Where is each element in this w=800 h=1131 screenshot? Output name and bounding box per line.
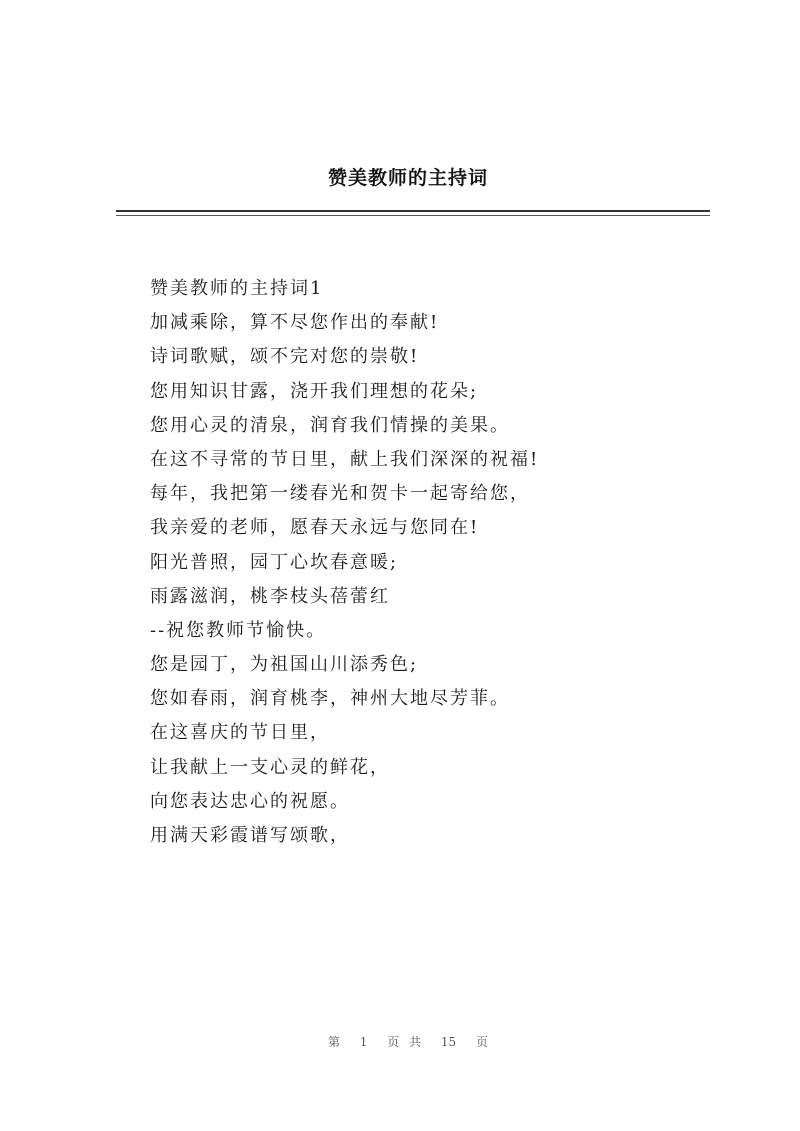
body-line: 让我献上一支心灵的鲜花， xyxy=(150,756,390,778)
body-line: 您用心灵的清泉，润育我们情操的美果。 xyxy=(150,414,510,436)
body-line: 向您表达忠心的祝愿。 xyxy=(150,790,350,812)
document-body xyxy=(150,272,710,853)
body-line: 在这不寻常的节日里，献上我们深深的祝福! xyxy=(150,448,540,470)
footer-label-of: 页 共 xyxy=(387,1035,422,1049)
document-title: 赞美教师的主持词 xyxy=(327,167,488,189)
page-footer xyxy=(0,1033,800,1050)
body-line: 诗词歌赋，颂不完对您的崇敬! xyxy=(150,346,420,368)
body-line: 赞美教师的主持词1 xyxy=(150,278,324,299)
body-line: 在这喜庆的节日里， xyxy=(150,722,330,744)
body-line: 阳光普照，园丁心坎春意暖; xyxy=(150,551,399,573)
footer-label-page: 第 xyxy=(327,1035,340,1049)
body-line: --祝您教师节愉快。 xyxy=(150,619,327,641)
body-line: 雨露滋润，桃李枝头蓓蕾红 xyxy=(150,585,390,607)
title-divider xyxy=(116,210,710,212)
footer-current-page: 1 xyxy=(359,1035,368,1049)
body-line: 您用知识甘露，浇开我们理想的花朵; xyxy=(150,380,479,402)
body-line: 我亲爱的老师，愿春天永远与您同在! xyxy=(150,517,480,539)
footer-label-pages: 页 xyxy=(476,1035,489,1049)
body-line: 每年，我把第一缕春光和贺卡一起寄给您， xyxy=(150,483,530,505)
body-line: 加减乘除，算不尽您作出的奉献! xyxy=(150,312,440,334)
body-line: 用满天彩霞谱写颂歌， xyxy=(150,825,350,846)
body-line: 您是园丁，为祖国山川添秀色; xyxy=(150,654,419,676)
footer-total-pages: 15 xyxy=(440,1035,457,1049)
body-line: 您如春雨，润育桃李，神州大地尽芳菲。 xyxy=(150,688,510,710)
title-divider-thin xyxy=(116,215,710,216)
